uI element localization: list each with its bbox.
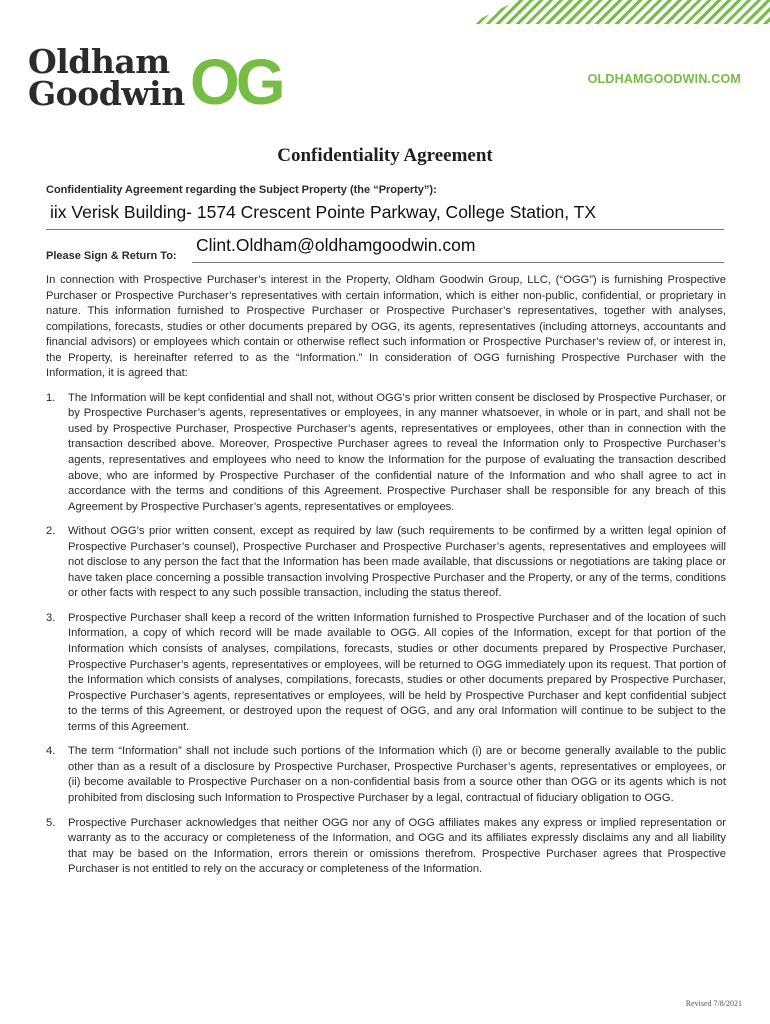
intro-paragraph: In connection with Prospective Purchaser’s interest in the Property, Oldham Goodwin Group, LLC, (“OGG”) is furnishing Prospective Purchaser or Prospective Purchaser’s representatives with certain information, which is either non-public, confidential, or proprietary in nature. This information furnished to Prospective Purchaser or Prospective Purchaser’s representatives, together with analyses, compilations, forecasts, studies or other documents prepared by OGG, its agents, representatives (including attorneys, accountants and financial advisors) or employees which contain or otherwise reflect such information or Prospective Purchaser’s review of, or interest in, the Property, is hereinafter referred to as the “Information.” In consideration of OGG furnishing Prospective Purchaser with the Information, it is agreed that: xyxy=(46,274,726,380)
property-subtitle: Confidentiality Agreement regarding the Subject Property (the “Property”): xyxy=(46,184,437,196)
clause-item-3 xyxy=(46,611,726,735)
document-title: Confidentiality Agreement xyxy=(277,145,493,166)
og-logo-mark xyxy=(190,52,294,110)
clause-text: Prospective Purchaser acknowledges that neither OGG nor any of OGG affiliates makes any express or implied representation or warranty as to the accuracy or completeness of the Information, and OGG and its affiliates expressly disclaims any and all liability that may be based on the Information, errors therein or omissions therefrom. Prospective Purchaser agrees that Prospective Purchaser is not entitled to rely on the accuracy or completeness of the Information. xyxy=(68,816,726,876)
property-field[interactable] xyxy=(46,200,724,230)
logo-line-oldham: Oldham xyxy=(28,42,170,81)
clause-list xyxy=(46,391,726,878)
property-value: iix Verisk Building- 1574 Crescent Pointe Parkway, College Station, TX xyxy=(50,202,597,222)
clause-number: 4. xyxy=(46,745,56,758)
website-link[interactable]: OLDHAMGOODWIN.COM xyxy=(587,72,741,86)
logo-line-goodwin: Goodwin xyxy=(28,74,185,113)
clause-number: 2. xyxy=(46,525,56,538)
clause-item-1 xyxy=(46,391,726,515)
logo-wordmark xyxy=(28,42,188,113)
og-logo-mark-text: OG xyxy=(190,52,282,110)
clause-text: Prospective Purchaser shall keep a record of the written Information furnished to Prospective Purchaser and of the location of such Information, a copy of which record will be made available to OGG. All copies of the Information, except for that portion of the Information which consists of analyses, compilations, forecasts, studies or other documents prepared by Prospective Purchaser, Prospective Purchaser’s agents, representatives or employees, will be returned to OGG immediately upon its request. That portion of the Information which consists of analyses, compilations, forecasts, studies or other documents prepared by Prospective Purchaser, Prospective Purchaser’s agents, representatives or employees, will be held by Prospective Purchaser and kept confidential subject to the terms of this Agreement, or destroyed upon the request of OGG, and any oral Information will continue to be subject to the terms of this Agreement. xyxy=(68,611,726,733)
clause-item-4 xyxy=(46,744,726,806)
clause-item-2 xyxy=(46,524,726,602)
clause-text: The term “Information” shall not include such portions of the Information which (i) are or become generally available to the public other than as a result of a disclosure by Prospective Purchaser, Prospective Purchaser’s agents, representatives or employees, or (ii) become available to Prospective Purchaser on a non-confidential basis from a source other than OGG or its agents which is not prohibited from disclosing such Information to Prospective Purchaser by a legal, contractual of fiduciary obligation to OGG. xyxy=(68,745,726,804)
clause-number: 3. xyxy=(46,611,56,624)
return-to-label: Please Sign & Return To: xyxy=(46,250,177,262)
revision-date: Revised 7/8/2021 xyxy=(685,999,742,1008)
clause-number: 1. xyxy=(46,391,56,404)
clause-text: Without OGG’s prior written consent, except as required by law (such requirements to be confirmed by a written legal opinion of Prospective Purchaser’s counsel), Prospective Purchaser and Prospective Purchaser’s agents, representatives and employees will not disclose to any person the fact that the Information has been made available, that discussions or negotiations are taking place or have taken place concerning a possible transaction involving Prospective Purchaser and the Property, or any of the terms, conditions or other facts with respect to any such possible transaction, including the status thereof. xyxy=(68,525,726,600)
clause-item-5 xyxy=(46,816,726,878)
return-to-email: Clint.Oldham@oldhamgoodwin.com xyxy=(196,235,476,255)
clause-number: 5. xyxy=(46,816,56,829)
clause-text: The Information will be kept confidential and shall not, without OGG’s prior written consent be disclosed by Prospective Purchaser, or by Prospective Purchaser’s agents, representatives or employees, in any manner whatsoever, in whole or in part, and shall not be used by Prospective Purchaser, Prospective Purchaser’s agents, representatives or employees, other than in connection with the transaction described above. Moreover, Prospective Purchaser agrees to reveal the Information only to Prospective Purchaser’s agents, representatives and employees who need to know the Information for the purpose of evaluating the transaction described above, who are informed by Prospective Purchaser of the confidential nature of the Information and who shall agree to act in accordance with the terms and conditions of this Agreement. Prospective Purchaser shall be responsible for any breach of this Agreement by Prospective Purchaser’s agents, representatives or employees. xyxy=(68,391,726,513)
agreement-body xyxy=(46,273,726,887)
header-stripes xyxy=(470,0,770,24)
return-to-field[interactable] xyxy=(192,234,724,263)
